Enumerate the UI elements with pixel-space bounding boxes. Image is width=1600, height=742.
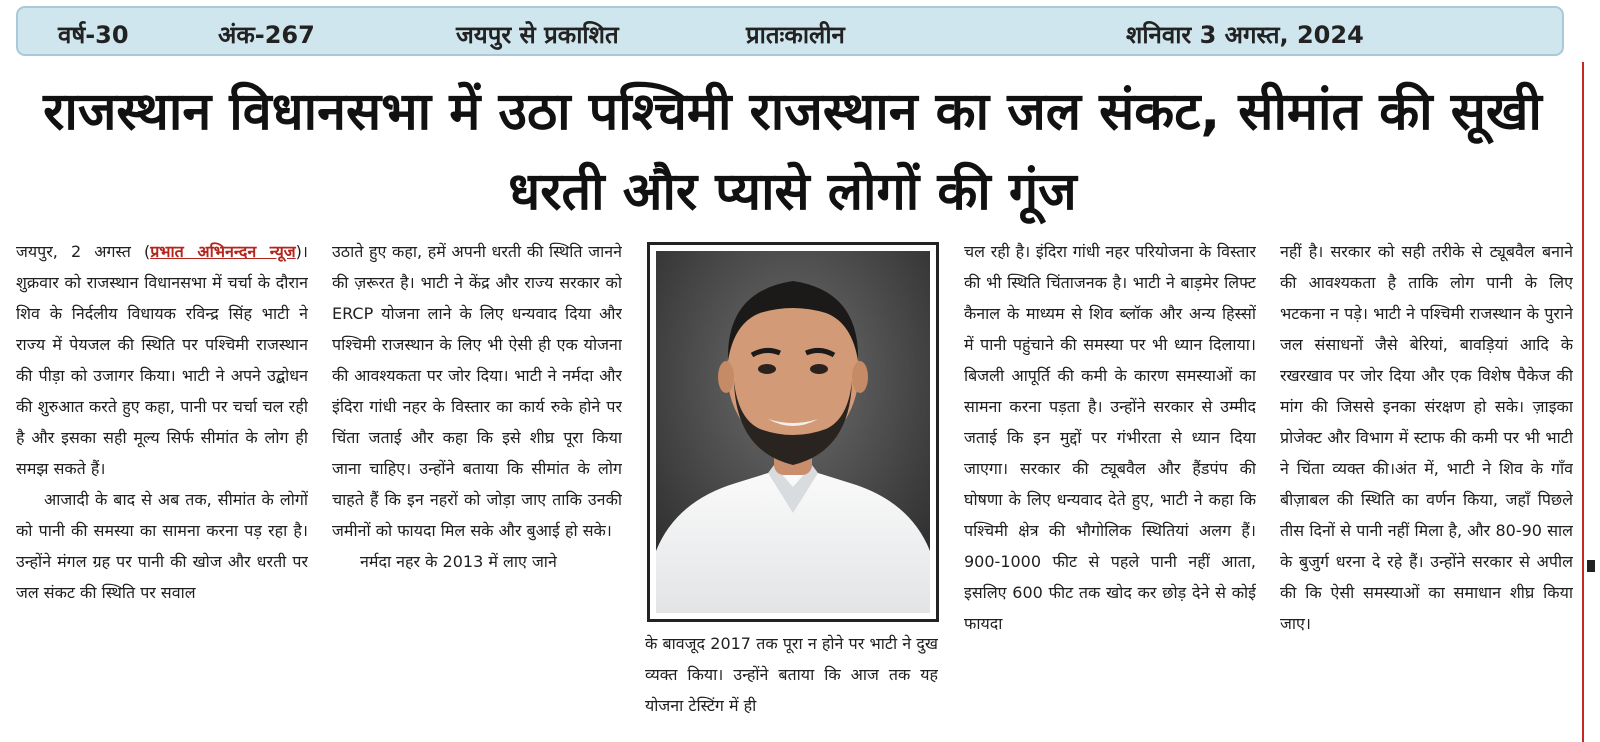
portrait-photo [647,242,939,622]
masthead-issue: अंक-267 [218,21,315,49]
article-paragraph: के बावजूद 2017 तक पूरा न होने पर भाटी ने दुख व्यक्त किया। उन्होंने बताया कि आज तक यह योजना टेस्टिंग में ही [645,634,938,715]
article-column-1 [16,236,308,726]
page-edge-rule [1582,62,1584,742]
article-lead-paragraph [16,236,308,484]
article-column-4 [964,236,1256,726]
article-paragraph: चल रही है। इंदिरा गांधी नहर परियोजना के विस्तार की भी स्थिति चिंताजनक है। भाटी ने बाड़मेर लिफ्ट कैनाल के माध्यम से शिव ब्लॉक और अन्य हिस्सों में पानी पहुंचाने की समस्या पर भी ध्यान दिलाया। बिजली आपूर्ति की कमी के कारण समस्याओं का सामना करना पड़ता है। उन्होंने सरकार से उम्मीद जताई कि इन मुद्दों पर गंभीरता से ध्यान दिया जाएगा। सरकार की ट्यूबवैल और हैंडपंप की घोषणा के लिए धन्यवाद देते हुए, भाटी ने कहा कि पश्चिमी क्षेत्र की भौगोलिक स्थितियां अलग हैं। 900-1000 फीट से पहले पानी नहीं आता, इसलिए 600 फीट तक खोद कर छोड़ देने से कोई फायदा [964,242,1256,633]
article-paragraph: नहीं है। सरकार को सही तरीके से ट्यूबवैल बनाने की आवश्यकता है ताकि लोग पानी के लिए भटकना न पड़े। भाटी ने पश्चिमी राजस्थान के पुराने जल संसाधनों जैसे बेरियां, बावड़ियां आदि के रखरखाव पर जोर दिया और एक विशेष पैकेज की मांग की जिससे इनका संरक्षण हो सके। ज़ाइका प्रोजेक्ट और विभाग में स्टाफ की कमी पर भी भाटी ने चिंता व्यक्त की।अंत में, भाटी ने शिव के गाँव बीज़ाबल की स्थिति का वर्णन किया, जहाँ पिछले तीस दिनों से पानी नहीं मिला है, और 80-90 साल के बुजुर्ग धरना दे रहे हैं। उन्होंने सरकार से अपील की कि ऐसी समस्याओं का समाधान शीघ्र किया जाए। [1280,242,1573,633]
headline: राजस्थान विधानसभा में उठा पश्चिमी राजस्थान का जल संकट, सीमांत की सूखी धरती और प्यासे लोगों की गूंज [43,82,1542,222]
article-paragraph: आजादी के बाद से अब तक, सीमांत के लोगों को पानी की समस्या का सामना करना पड़ रहा है। उन्होंने मंगल ग्रह पर पानी की खोज और धरती पर जल संकट की स्थिति पर सवाल [16,490,308,602]
dateline: जयपुर, 2 अगस्त ( [16,242,151,261]
portrait-illustration [656,251,930,613]
article-paragraph: उठाते हुए कहा, हमें अपनी धरती की स्थिति जानने की ज़रूरत है। भाटी ने केंद्र और राज्य सरकार को ERCP योजना लाने के लिए धन्यवाद दिया और पश्चिमी राजस्थान के लिए भी ऐसी ही एक योजना की आवश्यकता पर जोर दिया। भाटी ने नर्मदा और इंदिरा गांधी नहर के विस्तार का कार्य रुके होने पर चिंता जताई और कहा कि इसे शीघ्र पूरा किया जाना चाहिए। उन्होंने बताया कि सीमांत के लोग चाहते हैं कि इन नहरों को जोड़ा जाए ताकि उनकी जमीनों को फायदा मिल सके और बुआई हो सके। [332,242,622,540]
article-column-5 [1280,236,1573,726]
masthead-date: शनिवार 3 अगस्त, 2024 [1126,21,1364,49]
article-column-2 [332,236,622,726]
masthead-edition: प्रातःकालीन [746,21,845,49]
masthead-year: वर्ष-30 [58,21,129,49]
byline: प्रभात अभिनन्दन न्यूज [150,242,296,261]
lead-text: )। शुक्रवार को राजस्थान विधानसभा में चर्चा के दौरान शिव के निर्दलीय विधायक रविन्द्र सिंह भाटी ने राज्य में पेयजल की स्थिति पर पश्चिमी राजस्थान की पीड़ा को उजागर किया। भाटी ने अपने उद्बोधन की शुरुआत करते हुए कहा, पानी पर चर्चा चल रही है और इसका सही मूल्य सिर्फ सीमांत के लोग ही समझ सकते हैं। [16,242,308,478]
article-paragraph: नर्मदा नहर के 2013 में लाए जाने [360,552,557,571]
masthead-published-from: जयपुर से प्रकाशित [456,21,619,49]
article-column-3 [645,628,938,728]
page-edge-mark [1587,560,1595,572]
masthead-bar [16,6,1564,56]
